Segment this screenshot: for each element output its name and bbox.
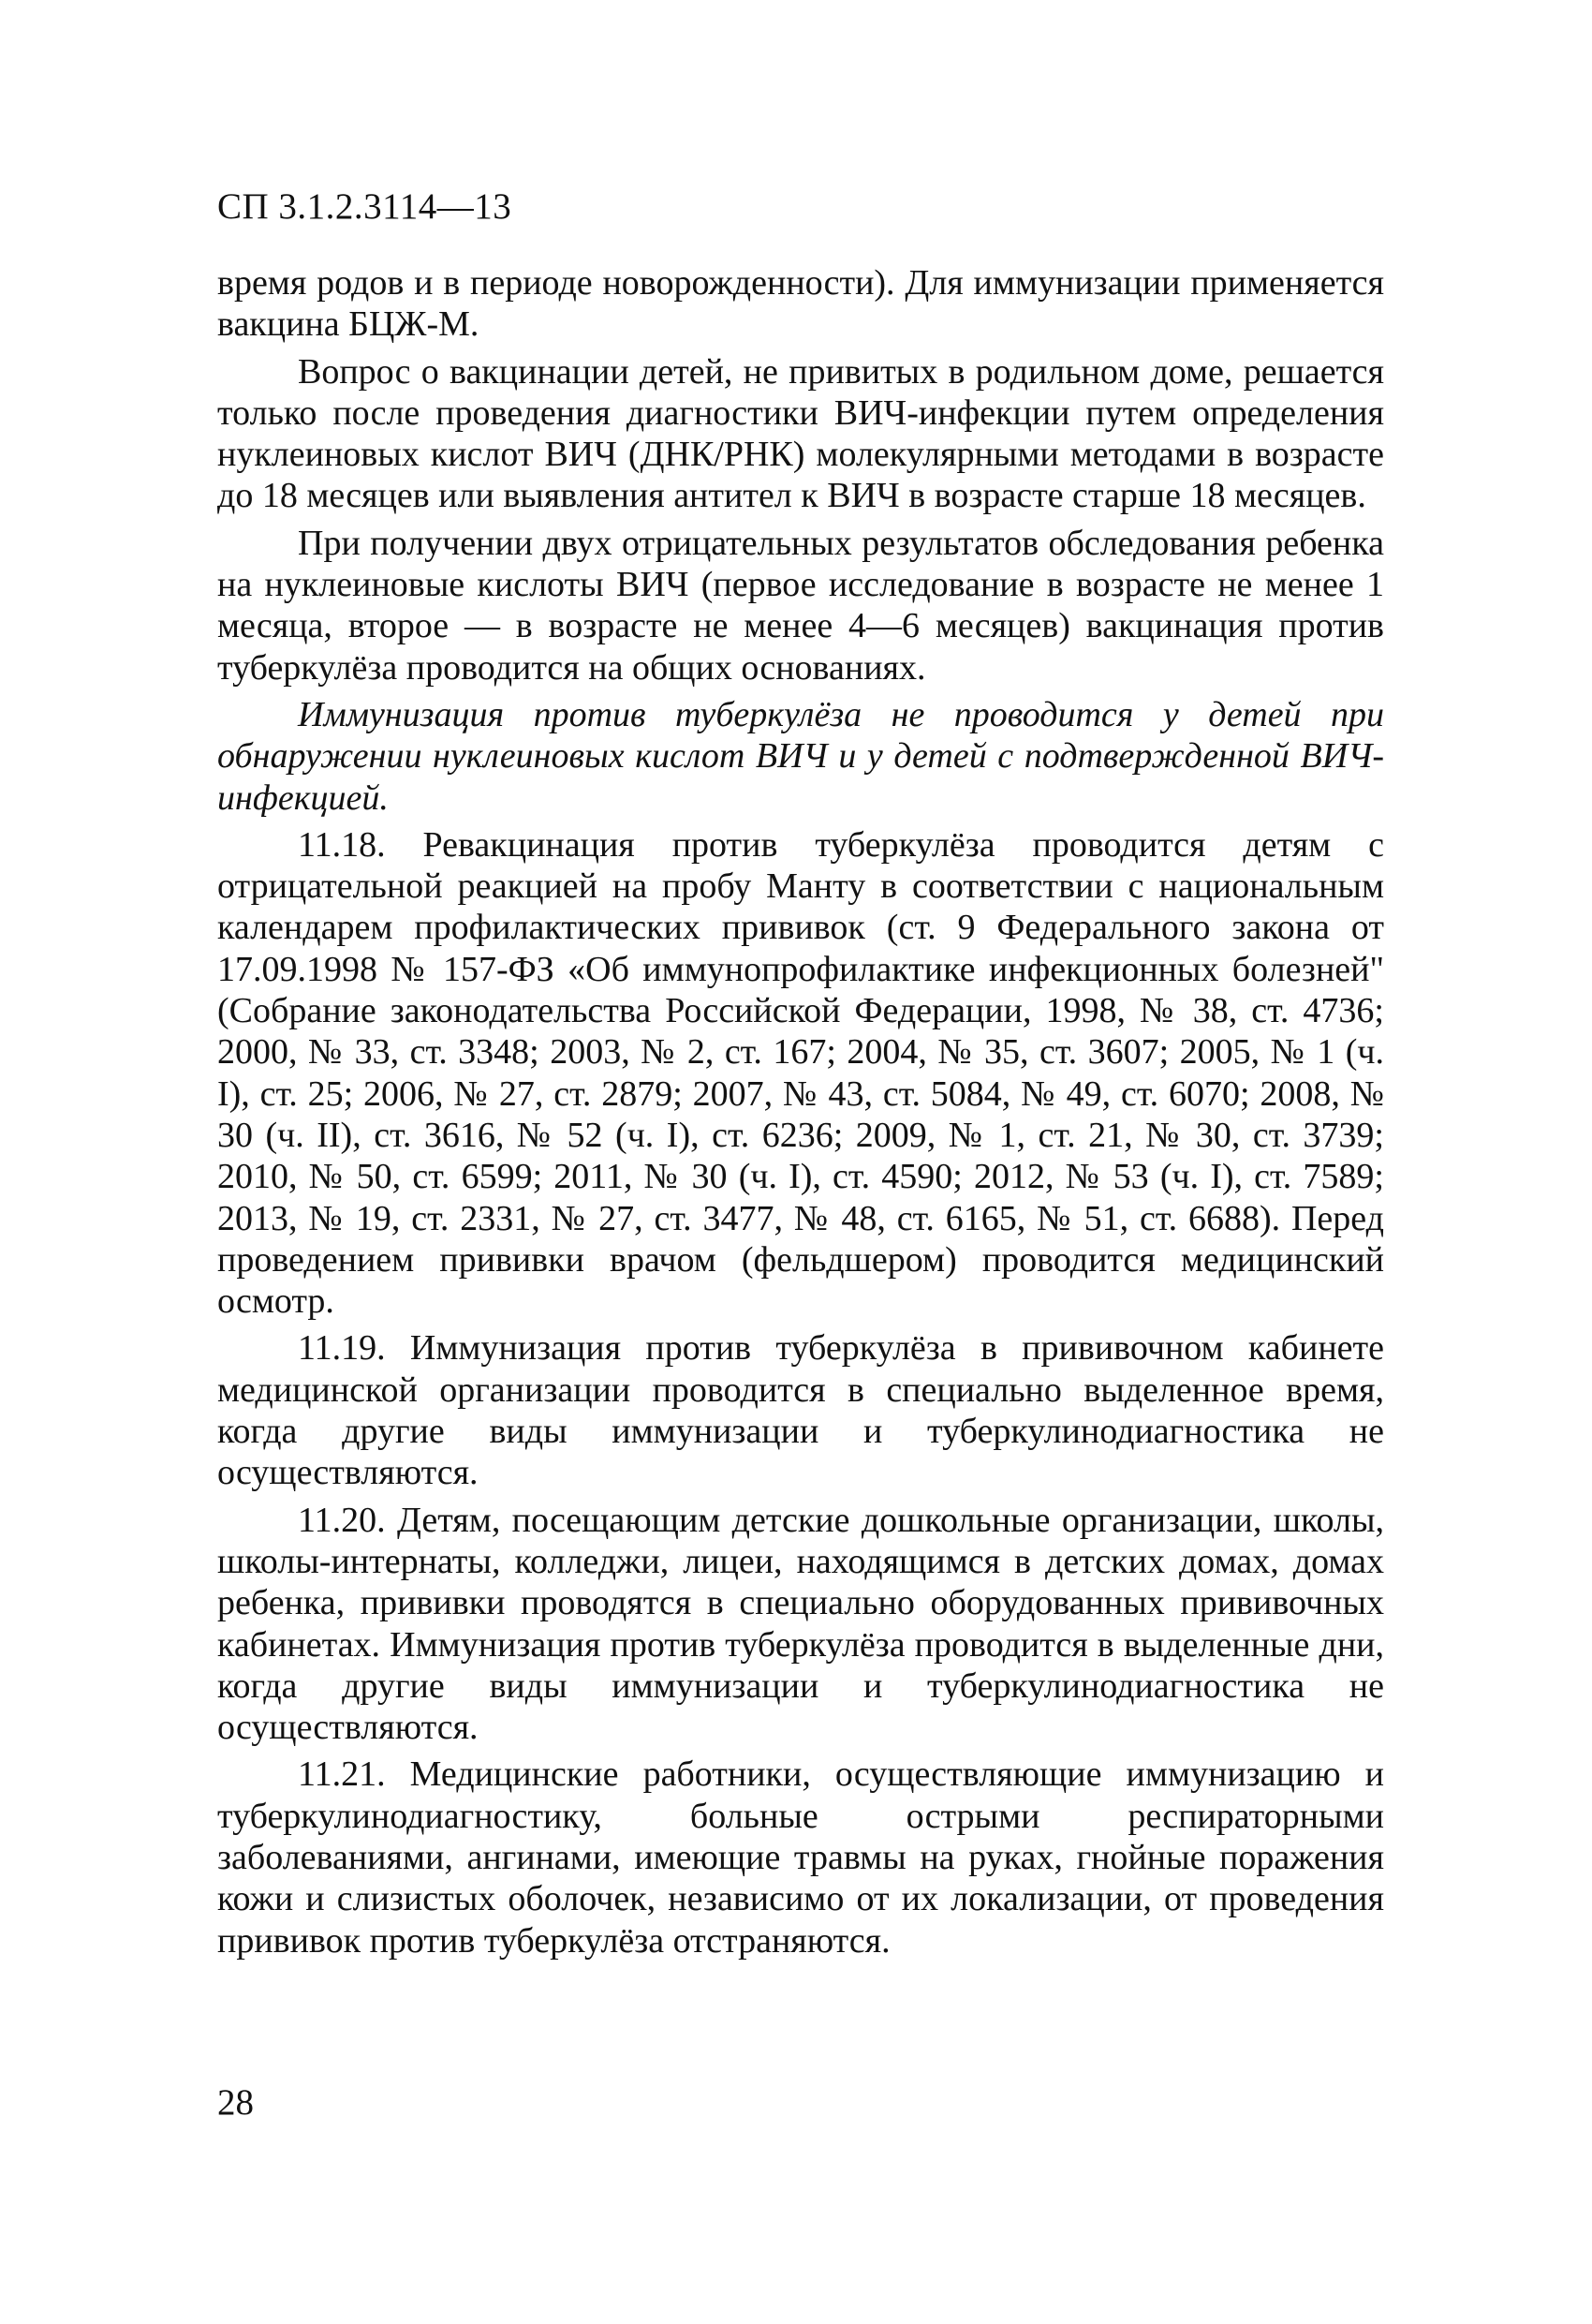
paragraph-vaccination-question: Вопрос о вакцинации детей, не привитых в родильном доме, решается только после проведения диагностики ВИЧ-инфекции путем определения нуклеиновых кислот ВИЧ (ДНК/РНК) молекулярными методами в возрасте до 18 месяцев или выявления антител к ВИЧ в возрасте старше 18 месяцев. [217,351,1384,516]
page-number: 28 [217,2082,254,2123]
document-header: СП 3.1.2.3114—13 [217,186,512,227]
paragraph-continuation: время родов и в периоде новорожденности). Для иммунизации применяется вакцина БЦЖ-М. [217,263,1384,345]
paragraph-immunization-restriction: Иммунизация против туберкулёза не проводится у детей при обнаружении нуклеиновых кислот ВИЧ и у детей с подтвержденной ВИЧ-инфекцией. [217,694,1384,818]
paragraph-11-18: 11.18. Ревакцинация против туберкулёза проводится детям с отрицательной реакцией на пробу Манту в соответствии с национальным календарем профилактических прививок (ст. 9 Федерального закона от 17.09.1998 № 157-ФЗ «Об иммунопрофилактике инфекционных болезней" (Собрание законодательства Российской Федерации, 1998, № 38, ст. 4736; 2000, № 33, ст. 3348; 2003, № 2, ст. 167; 2004, № 35, ст. 3607; 2005, № 1 (ч. I), ст. 25; 2006, № 27, ст. 2879; 2007, № 43, ст. 5084, № 49, ст. 6070; 2008, № 30 (ч. II), ст. 3616, № 52 (ч. I), ст. 6236; 2009, № 1, ст. 21, № 30, ст. 3739; 2010, № 50, ст. 6599; 2011, № 30 (ч. I), ст. 4590; 2012, № 53 (ч. I), ст. 7589; 2013, № 19, ст. 2331, № 27, ст. 3477, № 48, ст. 6165, № 51, ст. 6688). Перед проведением прививки врачом (фельдшером) проводится медицинский осмотр. [217,824,1384,1322]
paragraph-11-19: 11.19. Иммунизация против туберкулёза в прививочном кабинете медицинской организации проводится в специально выделенное время, когда другие виды иммунизации и туберкулинодиагностика не осуществляются. [217,1328,1384,1493]
paragraph-11-20: 11.20. Детям, посещающим детские дошкольные организации, школы, школы-интернаты, колледжи, лицеи, находящимся в детских домах, домах ребенка, прививки проводятся в специально оборудованных прививочных кабинетах. Иммунизация против туберкулёза проводится в выделенные дни, когда другие виды иммунизации и туберкулинодиагностика не осуществляются. [217,1500,1384,1748]
paragraph-11-21: 11.21. Медицинские работники, осуществляющие иммунизацию и туберкулинодиагностику, больные острыми респираторными заболеваниями, ангинами, имеющие травмы на руках, гнойные поражения кожи и слизистых оболочек, независимо от их локализации, от проведения прививок против туберкулёза отстраняются. [217,1754,1384,1961]
document-body [217,262,1384,1967]
paragraph-negative-results: При получении двух отрицательных результатов обследования ребенка на нуклеиновые кислоты ВИЧ (первое исследование в возрасте не менее 1 месяца, второе — в возрасте не менее 4—6 месяцев) вакцинация против туберкулёза проводится на общих основаниях. [217,523,1384,688]
